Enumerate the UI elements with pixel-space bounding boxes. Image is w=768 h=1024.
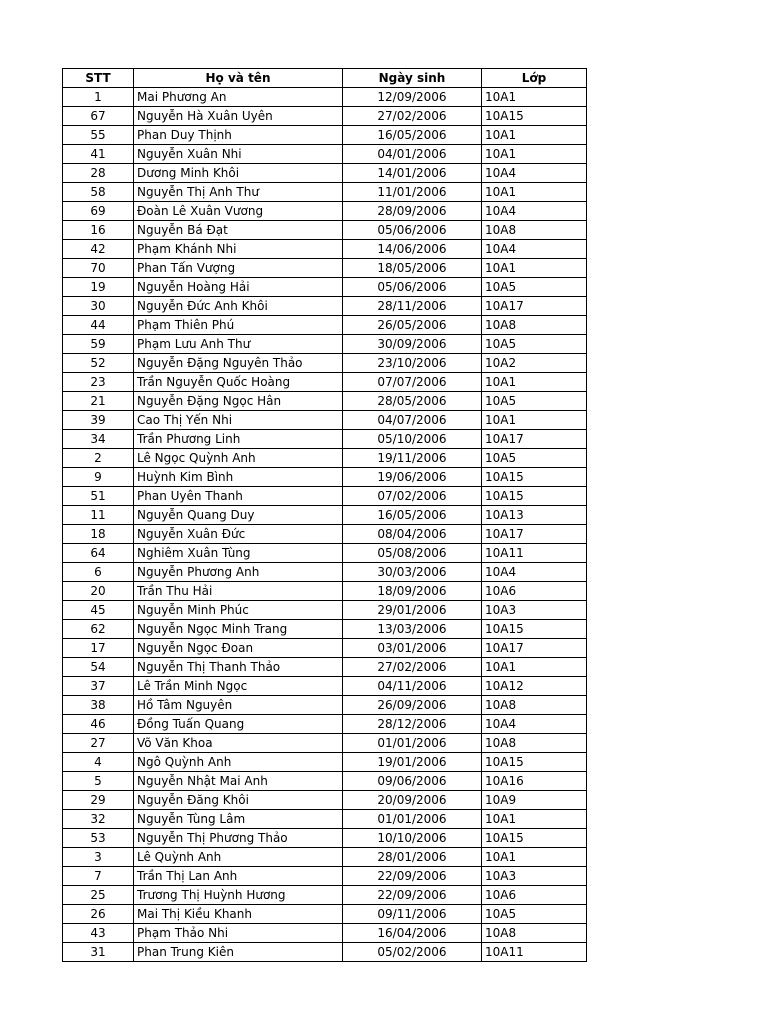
cell-class: 10A1 <box>482 810 587 829</box>
cell-full-name: Nguyễn Phương Anh <box>134 563 343 582</box>
cell-full-name: Mai Phương An <box>134 88 343 107</box>
cell-stt: 6 <box>63 563 134 582</box>
cell-birth-date: 30/03/2006 <box>343 563 482 582</box>
cell-birth-date: 18/05/2006 <box>343 259 482 278</box>
cell-full-name: Mai Thị Kiều Khanh <box>134 905 343 924</box>
cell-stt: 58 <box>63 183 134 202</box>
cell-class: 10A8 <box>482 924 587 943</box>
cell-birth-date: 09/06/2006 <box>343 772 482 791</box>
cell-stt: 42 <box>63 240 134 259</box>
table-row <box>63 430 587 449</box>
cell-stt: 30 <box>63 297 134 316</box>
table-row <box>63 487 587 506</box>
table-row <box>63 221 587 240</box>
cell-class: 10A8 <box>482 696 587 715</box>
cell-full-name: Trần Thu Hải <box>134 582 343 601</box>
cell-class: 10A16 <box>482 772 587 791</box>
cell-stt: 53 <box>63 829 134 848</box>
table-row <box>63 259 587 278</box>
cell-birth-date: 22/09/2006 <box>343 867 482 886</box>
cell-class: 10A11 <box>482 943 587 962</box>
cell-class: 10A1 <box>482 259 587 278</box>
table-row <box>63 734 587 753</box>
cell-stt: 45 <box>63 601 134 620</box>
table-row <box>63 278 587 297</box>
table-row <box>63 753 587 772</box>
cell-birth-date: 09/11/2006 <box>343 905 482 924</box>
cell-class: 10A15 <box>482 107 587 126</box>
table-row <box>63 468 587 487</box>
cell-stt: 34 <box>63 430 134 449</box>
cell-birth-date: 08/04/2006 <box>343 525 482 544</box>
table-row <box>63 582 587 601</box>
table-row <box>63 905 587 924</box>
cell-full-name: Nguyễn Đặng Ngọc Hân <box>134 392 343 411</box>
cell-class: 10A9 <box>482 791 587 810</box>
cell-class: 10A6 <box>482 886 587 905</box>
cell-class: 10A15 <box>482 620 587 639</box>
table-row <box>63 867 587 886</box>
table-row <box>63 88 587 107</box>
cell-birth-date: 28/11/2006 <box>343 297 482 316</box>
cell-birth-date: 05/06/2006 <box>343 221 482 240</box>
cell-class: 10A17 <box>482 430 587 449</box>
cell-full-name: Đoàn Lê Xuân Vương <box>134 202 343 221</box>
cell-class: 10A15 <box>482 829 587 848</box>
table-row <box>63 810 587 829</box>
cell-full-name: Nguyễn Ngọc Minh Trang <box>134 620 343 639</box>
cell-stt: 16 <box>63 221 134 240</box>
cell-birth-date: 20/09/2006 <box>343 791 482 810</box>
cell-full-name: Trương Thị Huỳnh Hương <box>134 886 343 905</box>
table-row <box>63 164 587 183</box>
cell-class: 10A4 <box>482 164 587 183</box>
cell-stt: 38 <box>63 696 134 715</box>
cell-stt: 54 <box>63 658 134 677</box>
cell-stt: 28 <box>63 164 134 183</box>
cell-class: 10A5 <box>482 905 587 924</box>
cell-birth-date: 27/02/2006 <box>343 107 482 126</box>
cell-full-name: Lê Ngọc Quỳnh Anh <box>134 449 343 468</box>
cell-birth-date: 28/12/2006 <box>343 715 482 734</box>
cell-stt: 21 <box>63 392 134 411</box>
cell-birth-date: 19/01/2006 <box>343 753 482 772</box>
cell-stt: 59 <box>63 335 134 354</box>
table-row <box>63 677 587 696</box>
cell-class: 10A6 <box>482 582 587 601</box>
cell-stt: 5 <box>63 772 134 791</box>
cell-birth-date: 14/01/2006 <box>343 164 482 183</box>
cell-full-name: Nguyễn Đặng Nguyên Thảo <box>134 354 343 373</box>
cell-full-name: Nguyễn Quang Duy <box>134 506 343 525</box>
cell-birth-date: 16/04/2006 <box>343 924 482 943</box>
header-class: Lớp <box>482 69 587 88</box>
cell-class: 10A3 <box>482 867 587 886</box>
cell-birth-date: 16/05/2006 <box>343 126 482 145</box>
table-row <box>63 829 587 848</box>
cell-stt: 51 <box>63 487 134 506</box>
cell-full-name: Phan Uyên Thanh <box>134 487 343 506</box>
cell-full-name: Nguyễn Hoàng Hải <box>134 278 343 297</box>
cell-class: 10A4 <box>482 563 587 582</box>
table-row <box>63 506 587 525</box>
cell-full-name: Lê Trần Minh Ngọc <box>134 677 343 696</box>
table-row <box>63 240 587 259</box>
table-row <box>63 335 587 354</box>
cell-full-name: Nguyễn Tùng Lâm <box>134 810 343 829</box>
cell-class: 10A17 <box>482 297 587 316</box>
cell-birth-date: 07/02/2006 <box>343 487 482 506</box>
cell-full-name: Nguyễn Đức Anh Khôi <box>134 297 343 316</box>
cell-full-name: Võ Văn Khoa <box>134 734 343 753</box>
cell-birth-date: 26/05/2006 <box>343 316 482 335</box>
table-row <box>63 373 587 392</box>
cell-full-name: Phan Trung Kiên <box>134 943 343 962</box>
cell-full-name: Nguyễn Bá Đạt <box>134 221 343 240</box>
cell-birth-date: 26/09/2006 <box>343 696 482 715</box>
cell-full-name: Phan Duy Thịnh <box>134 126 343 145</box>
table-row <box>63 886 587 905</box>
cell-class: 10A1 <box>482 658 587 677</box>
table-row <box>63 544 587 563</box>
cell-class: 10A2 <box>482 354 587 373</box>
cell-full-name: Nguyễn Ngọc Đoan <box>134 639 343 658</box>
cell-class: 10A8 <box>482 734 587 753</box>
cell-birth-date: 28/01/2006 <box>343 848 482 867</box>
table-row <box>63 316 587 335</box>
cell-full-name: Trần Phương Linh <box>134 430 343 449</box>
cell-stt: 31 <box>63 943 134 962</box>
cell-full-name: Nguyễn Đăng Khôi <box>134 791 343 810</box>
cell-birth-date: 05/10/2006 <box>343 430 482 449</box>
cell-birth-date: 30/09/2006 <box>343 335 482 354</box>
table-row <box>63 297 587 316</box>
cell-stt: 2 <box>63 449 134 468</box>
table-row <box>63 411 587 430</box>
cell-full-name: Nguyễn Thị Thanh Thảo <box>134 658 343 677</box>
cell-class: 10A8 <box>482 316 587 335</box>
cell-stt: 18 <box>63 525 134 544</box>
cell-full-name: Trần Thị Lan Anh <box>134 867 343 886</box>
table-row <box>63 354 587 373</box>
cell-class: 10A15 <box>482 753 587 772</box>
cell-stt: 23 <box>63 373 134 392</box>
table-row <box>63 145 587 164</box>
cell-class: 10A11 <box>482 544 587 563</box>
table-row <box>63 126 587 145</box>
cell-class: 10A1 <box>482 126 587 145</box>
cell-birth-date: 04/01/2006 <box>343 145 482 164</box>
table-header-row <box>63 69 587 88</box>
cell-birth-date: 05/02/2006 <box>343 943 482 962</box>
cell-stt: 26 <box>63 905 134 924</box>
table-row <box>63 791 587 810</box>
cell-class: 10A1 <box>482 848 587 867</box>
cell-birth-date: 01/01/2006 <box>343 810 482 829</box>
cell-stt: 43 <box>63 924 134 943</box>
table-row <box>63 449 587 468</box>
cell-class: 10A5 <box>482 278 587 297</box>
cell-full-name: Nguyễn Minh Phúc <box>134 601 343 620</box>
cell-full-name: Nguyễn Hà Xuân Uyên <box>134 107 343 126</box>
table-row <box>63 924 587 943</box>
cell-class: 10A5 <box>482 449 587 468</box>
cell-full-name: Dương Minh Khôi <box>134 164 343 183</box>
cell-stt: 69 <box>63 202 134 221</box>
cell-full-name: Nghiêm Xuân Tùng <box>134 544 343 563</box>
cell-stt: 52 <box>63 354 134 373</box>
cell-class: 10A4 <box>482 202 587 221</box>
header-full-name: Họ và tên <box>134 69 343 88</box>
cell-class: 10A1 <box>482 411 587 430</box>
cell-class: 10A5 <box>482 392 587 411</box>
cell-stt: 37 <box>63 677 134 696</box>
cell-full-name: Nguyễn Xuân Nhi <box>134 145 343 164</box>
cell-stt: 70 <box>63 259 134 278</box>
cell-full-name: Phạm Thảo Nhi <box>134 924 343 943</box>
cell-stt: 55 <box>63 126 134 145</box>
cell-stt: 3 <box>63 848 134 867</box>
table-row <box>63 772 587 791</box>
cell-class: 10A15 <box>482 487 587 506</box>
cell-full-name: Cao Thị Yến Nhi <box>134 411 343 430</box>
cell-birth-date: 05/06/2006 <box>343 278 482 297</box>
cell-birth-date: 19/06/2006 <box>343 468 482 487</box>
cell-birth-date: 03/01/2006 <box>343 639 482 658</box>
cell-class: 10A5 <box>482 335 587 354</box>
table-row <box>63 392 587 411</box>
cell-stt: 39 <box>63 411 134 430</box>
cell-stt: 7 <box>63 867 134 886</box>
table-row <box>63 848 587 867</box>
cell-class: 10A12 <box>482 677 587 696</box>
cell-stt: 19 <box>63 278 134 297</box>
cell-stt: 25 <box>63 886 134 905</box>
cell-full-name: Nguyễn Thị Phương Thảo <box>134 829 343 848</box>
table-row <box>63 696 587 715</box>
cell-stt: 67 <box>63 107 134 126</box>
cell-class: 10A15 <box>482 468 587 487</box>
cell-birth-date: 04/07/2006 <box>343 411 482 430</box>
cell-full-name: Phạm Thiên Phú <box>134 316 343 335</box>
cell-birth-date: 05/08/2006 <box>343 544 482 563</box>
cell-birth-date: 22/09/2006 <box>343 886 482 905</box>
cell-class: 10A17 <box>482 525 587 544</box>
table-row <box>63 639 587 658</box>
cell-full-name: Lê Quỳnh Anh <box>134 848 343 867</box>
cell-birth-date: 13/03/2006 <box>343 620 482 639</box>
cell-class: 10A1 <box>482 88 587 107</box>
table-row <box>63 107 587 126</box>
cell-stt: 27 <box>63 734 134 753</box>
cell-full-name: Đồng Tuấn Quang <box>134 715 343 734</box>
cell-birth-date: 04/11/2006 <box>343 677 482 696</box>
cell-birth-date: 07/07/2006 <box>343 373 482 392</box>
cell-class: 10A4 <box>482 715 587 734</box>
cell-class: 10A13 <box>482 506 587 525</box>
table-row <box>63 943 587 962</box>
cell-stt: 17 <box>63 639 134 658</box>
cell-class: 10A1 <box>482 183 587 202</box>
table-row <box>63 563 587 582</box>
cell-birth-date: 12/09/2006 <box>343 88 482 107</box>
cell-birth-date: 11/01/2006 <box>343 183 482 202</box>
cell-stt: 41 <box>63 145 134 164</box>
student-list-table <box>62 68 587 962</box>
cell-stt: 32 <box>63 810 134 829</box>
cell-birth-date: 18/09/2006 <box>343 582 482 601</box>
cell-stt: 64 <box>63 544 134 563</box>
cell-birth-date: 01/01/2006 <box>343 734 482 753</box>
cell-birth-date: 16/05/2006 <box>343 506 482 525</box>
cell-stt: 29 <box>63 791 134 810</box>
table-row <box>63 715 587 734</box>
cell-birth-date: 10/10/2006 <box>343 829 482 848</box>
cell-birth-date: 19/11/2006 <box>343 449 482 468</box>
table-row <box>63 601 587 620</box>
table-row <box>63 620 587 639</box>
cell-stt: 20 <box>63 582 134 601</box>
cell-full-name: Phan Tấn Vượng <box>134 259 343 278</box>
cell-birth-date: 23/10/2006 <box>343 354 482 373</box>
cell-stt: 44 <box>63 316 134 335</box>
cell-class: 10A3 <box>482 601 587 620</box>
table-row <box>63 202 587 221</box>
cell-full-name: Phạm Lưu Anh Thư <box>134 335 343 354</box>
cell-birth-date: 28/09/2006 <box>343 202 482 221</box>
cell-full-name: Trần Nguyễn Quốc Hoàng <box>134 373 343 392</box>
cell-full-name: Phạm Khánh Nhi <box>134 240 343 259</box>
cell-class: 10A8 <box>482 221 587 240</box>
cell-stt: 46 <box>63 715 134 734</box>
cell-full-name: Huỳnh Kim Bình <box>134 468 343 487</box>
cell-full-name: Hồ Tâm Nguyên <box>134 696 343 715</box>
cell-birth-date: 28/05/2006 <box>343 392 482 411</box>
header-stt: STT <box>63 69 134 88</box>
table-row <box>63 525 587 544</box>
cell-class: 10A4 <box>482 240 587 259</box>
cell-stt: 4 <box>63 753 134 772</box>
cell-stt: 1 <box>63 88 134 107</box>
cell-class: 10A1 <box>482 145 587 164</box>
cell-full-name: Ngô Quỳnh Anh <box>134 753 343 772</box>
cell-stt: 62 <box>63 620 134 639</box>
table-body <box>63 88 587 962</box>
header-birth-date: Ngày sinh <box>343 69 482 88</box>
cell-full-name: Nguyễn Thị Anh Thư <box>134 183 343 202</box>
cell-class: 10A1 <box>482 373 587 392</box>
cell-full-name: Nguyễn Nhật Mai Anh <box>134 772 343 791</box>
cell-full-name: Nguyễn Xuân Đức <box>134 525 343 544</box>
cell-birth-date: 27/02/2006 <box>343 658 482 677</box>
cell-birth-date: 29/01/2006 <box>343 601 482 620</box>
table-row <box>63 183 587 202</box>
cell-stt: 11 <box>63 506 134 525</box>
cell-birth-date: 14/06/2006 <box>343 240 482 259</box>
cell-class: 10A17 <box>482 639 587 658</box>
cell-stt: 9 <box>63 468 134 487</box>
table-row <box>63 658 587 677</box>
